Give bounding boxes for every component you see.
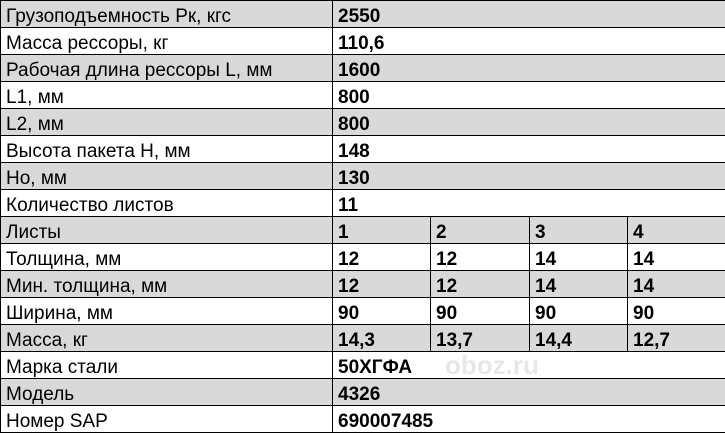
leaf-cell: 12 bbox=[333, 244, 431, 271]
table-row bbox=[1, 109, 725, 136]
row-value: 1600 bbox=[333, 55, 725, 82]
leaf-cell: 12 bbox=[333, 271, 431, 298]
row-value: 690007485 bbox=[333, 406, 725, 433]
leaf-cell: 1 bbox=[333, 217, 431, 244]
leaf-cell: 14 bbox=[628, 271, 725, 298]
leaf-cell: 90 bbox=[431, 298, 530, 325]
row-value: 800 bbox=[333, 82, 725, 109]
row-value: 11 bbox=[333, 190, 725, 217]
row-value: 50ХГФА bbox=[333, 352, 725, 379]
leaf-cell: 14,4 bbox=[530, 325, 628, 352]
leaf-cell: 12,7 bbox=[628, 325, 725, 352]
row-label: Высота пакета Н, мм bbox=[1, 136, 333, 163]
leaf-cell: 14 bbox=[530, 244, 628, 271]
row-value: 2550 bbox=[333, 1, 725, 28]
row-value: 4326 bbox=[333, 379, 725, 406]
row-label: L2, мм bbox=[1, 109, 333, 136]
table-row-mass bbox=[1, 325, 725, 352]
row-label: Марка стали bbox=[1, 352, 333, 379]
table-row bbox=[1, 1, 725, 28]
table-row bbox=[1, 55, 725, 82]
leaf-cell: 14 bbox=[530, 271, 628, 298]
leaf-cell: 4 bbox=[628, 217, 725, 244]
row-value: 110,6 bbox=[333, 28, 725, 55]
row-label: Мин. толщина, мм bbox=[1, 271, 333, 298]
table-row bbox=[1, 163, 725, 190]
table-row-width bbox=[1, 298, 725, 325]
row-value: 130 bbox=[333, 163, 725, 190]
row-value: 800 bbox=[333, 109, 725, 136]
table-row-min-thickness bbox=[1, 271, 725, 298]
leaf-cell: 90 bbox=[628, 298, 725, 325]
table-row-thickness bbox=[1, 244, 725, 271]
row-label: Грузоподъемность Рк, кгс bbox=[1, 1, 333, 28]
row-label: Масса рессоры, кг bbox=[1, 28, 333, 55]
leaf-cell: 3 bbox=[530, 217, 628, 244]
leaf-cell: 13,7 bbox=[431, 325, 530, 352]
leaf-cell: 90 bbox=[530, 298, 628, 325]
table-row bbox=[1, 136, 725, 163]
row-label: Номер SAP bbox=[1, 406, 333, 433]
leaf-cell: 90 bbox=[333, 298, 431, 325]
table-row-leaves bbox=[1, 217, 725, 244]
row-label: Ширина, мм bbox=[1, 298, 333, 325]
leaf-cell: 12 bbox=[431, 271, 530, 298]
row-label: Листы bbox=[1, 217, 333, 244]
row-label: Но, мм bbox=[1, 163, 333, 190]
row-value: 148 bbox=[333, 136, 725, 163]
row-label: Рабочая длина рессоры L, мм bbox=[1, 55, 333, 82]
table-row bbox=[1, 190, 725, 217]
row-label: Масса, кг bbox=[1, 325, 333, 352]
table-row bbox=[1, 352, 725, 379]
row-label: L1, мм bbox=[1, 82, 333, 109]
row-label: Толщина, мм bbox=[1, 244, 333, 271]
table-row bbox=[1, 406, 725, 433]
table-row bbox=[1, 82, 725, 109]
table-row bbox=[1, 379, 725, 406]
leaf-cell: 14 bbox=[628, 244, 725, 271]
row-label: Модель bbox=[1, 379, 333, 406]
leaf-cell: 12 bbox=[431, 244, 530, 271]
table-row bbox=[1, 28, 725, 55]
leaf-cell: 2 bbox=[431, 217, 530, 244]
row-label: Количество листов bbox=[1, 190, 333, 217]
leaf-cell: 14,3 bbox=[333, 325, 431, 352]
